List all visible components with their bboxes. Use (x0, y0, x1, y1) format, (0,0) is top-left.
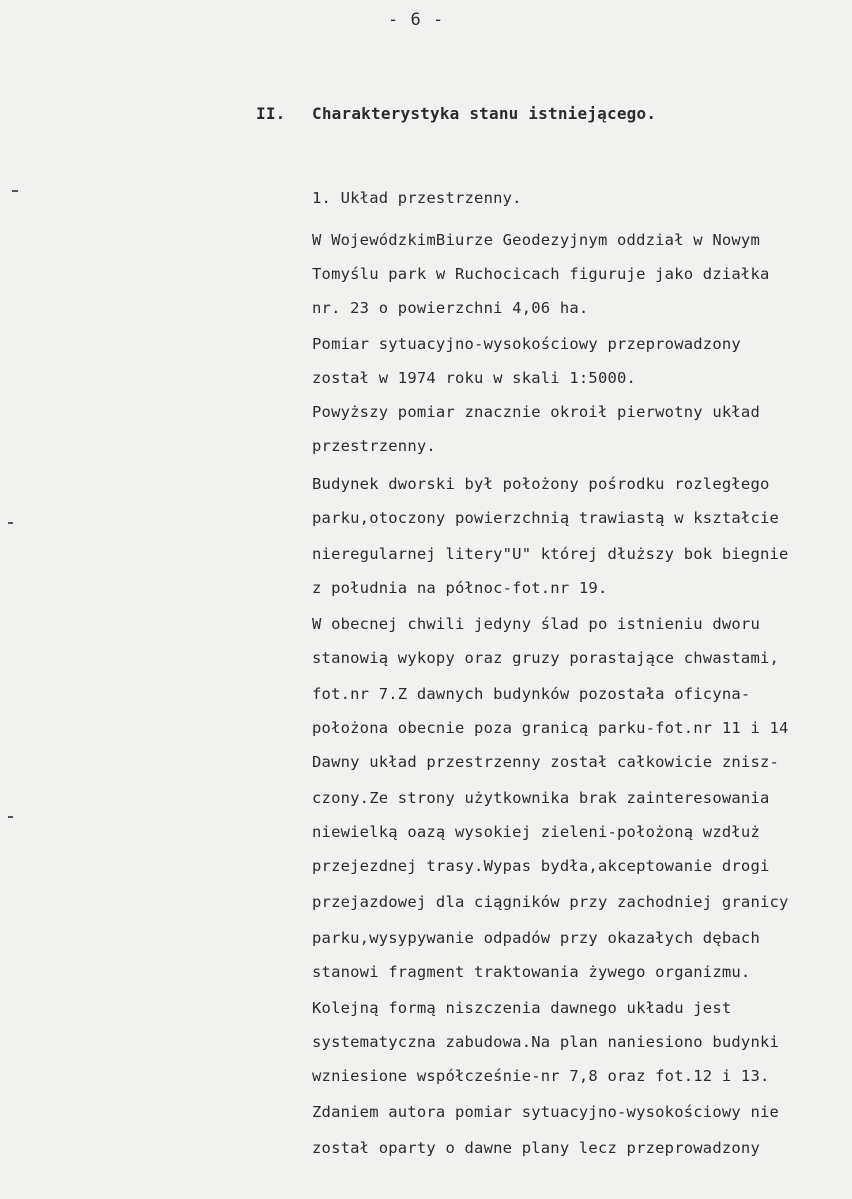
section-title: Charakterystyka stanu istniejącego. (312, 104, 657, 123)
body-line: z południa na północ-fot.nr 19. (312, 579, 608, 597)
margin-mark (8, 522, 13, 524)
margin-mark (8, 816, 13, 818)
body-line: czony.Ze strony użytkownika brak zainteresowania (312, 789, 770, 807)
body-line: przestrzenny. (312, 437, 436, 455)
body-line: parku,wysypywanie odpadów przy okazałych dębach (312, 929, 760, 947)
body-line: niewielką oazą wysokiej zieleni-położoną wzdłuż (312, 823, 760, 841)
body-line: fot.nr 7.Z dawnych budynków pozostała oficyna- (312, 685, 751, 703)
body-line: wzniesione współcześnie-nr 7,8 oraz fot.12 i 13. (312, 1067, 770, 1085)
body-line: stanowi fragment traktowania żywego organizmu. (312, 963, 751, 981)
body-line: Budynek dworski był położony pośrodku rozległego (312, 475, 770, 493)
body-line: Kolejną formą niszczenia dawnego układu jest (312, 999, 732, 1017)
body-line: systematyczna zabudowa.Na plan naniesiono budynki (312, 1033, 780, 1051)
body-line: przejezdnej trasy.Wypas bydła,akceptowanie drogi (312, 857, 770, 875)
body-line: nieregularnej litery"U" której dłuższy bok biegnie (312, 545, 789, 563)
body-line: nr. 23 o powierzchni 4,06 ha. (312, 299, 589, 317)
body-line: został oparty o dawne plany lecz przeprowadzony (312, 1139, 760, 1157)
body-line: Powyższy pomiar znacznie okroił pierwotny układ (312, 403, 760, 421)
body-line: W obecnej chwili jedyny ślad po istnieniu dworu (312, 615, 760, 633)
body-line: Pomiar sytuacyjno-wysokościowy przeprowadzony (312, 335, 741, 353)
subsection-title: 1. Układ przestrzenny. (312, 189, 522, 207)
section-number: II. (256, 104, 286, 123)
body-line: parku,otoczony powierzchnią trawiastą w kształcie (312, 509, 780, 527)
body-line: Dawny układ przestrzenny został całkowicie znisz- (312, 753, 780, 771)
body-line: położona obecnie poza granicą parku-fot.nr 11 i 14 (312, 719, 789, 737)
body-line: Zdaniem autora pomiar sytuacyjno-wysokościowy nie (312, 1103, 780, 1121)
body-line: stanowią wykopy oraz gruzy porastające chwastami, (312, 649, 780, 667)
margin-mark (12, 190, 18, 192)
body-line: W WojewódzkimBiurze Geodezyjnym oddział w Nowym (312, 231, 760, 249)
body-line: został w 1974 roku w skali 1:5000. (312, 369, 637, 387)
page-number: - 6 - (388, 10, 445, 30)
body-line: Tomyślu park w Ruchocicach figuruje jako działka (312, 265, 770, 283)
body-line: przejazdowej dla ciągników przy zachodniej granicy (312, 893, 789, 911)
